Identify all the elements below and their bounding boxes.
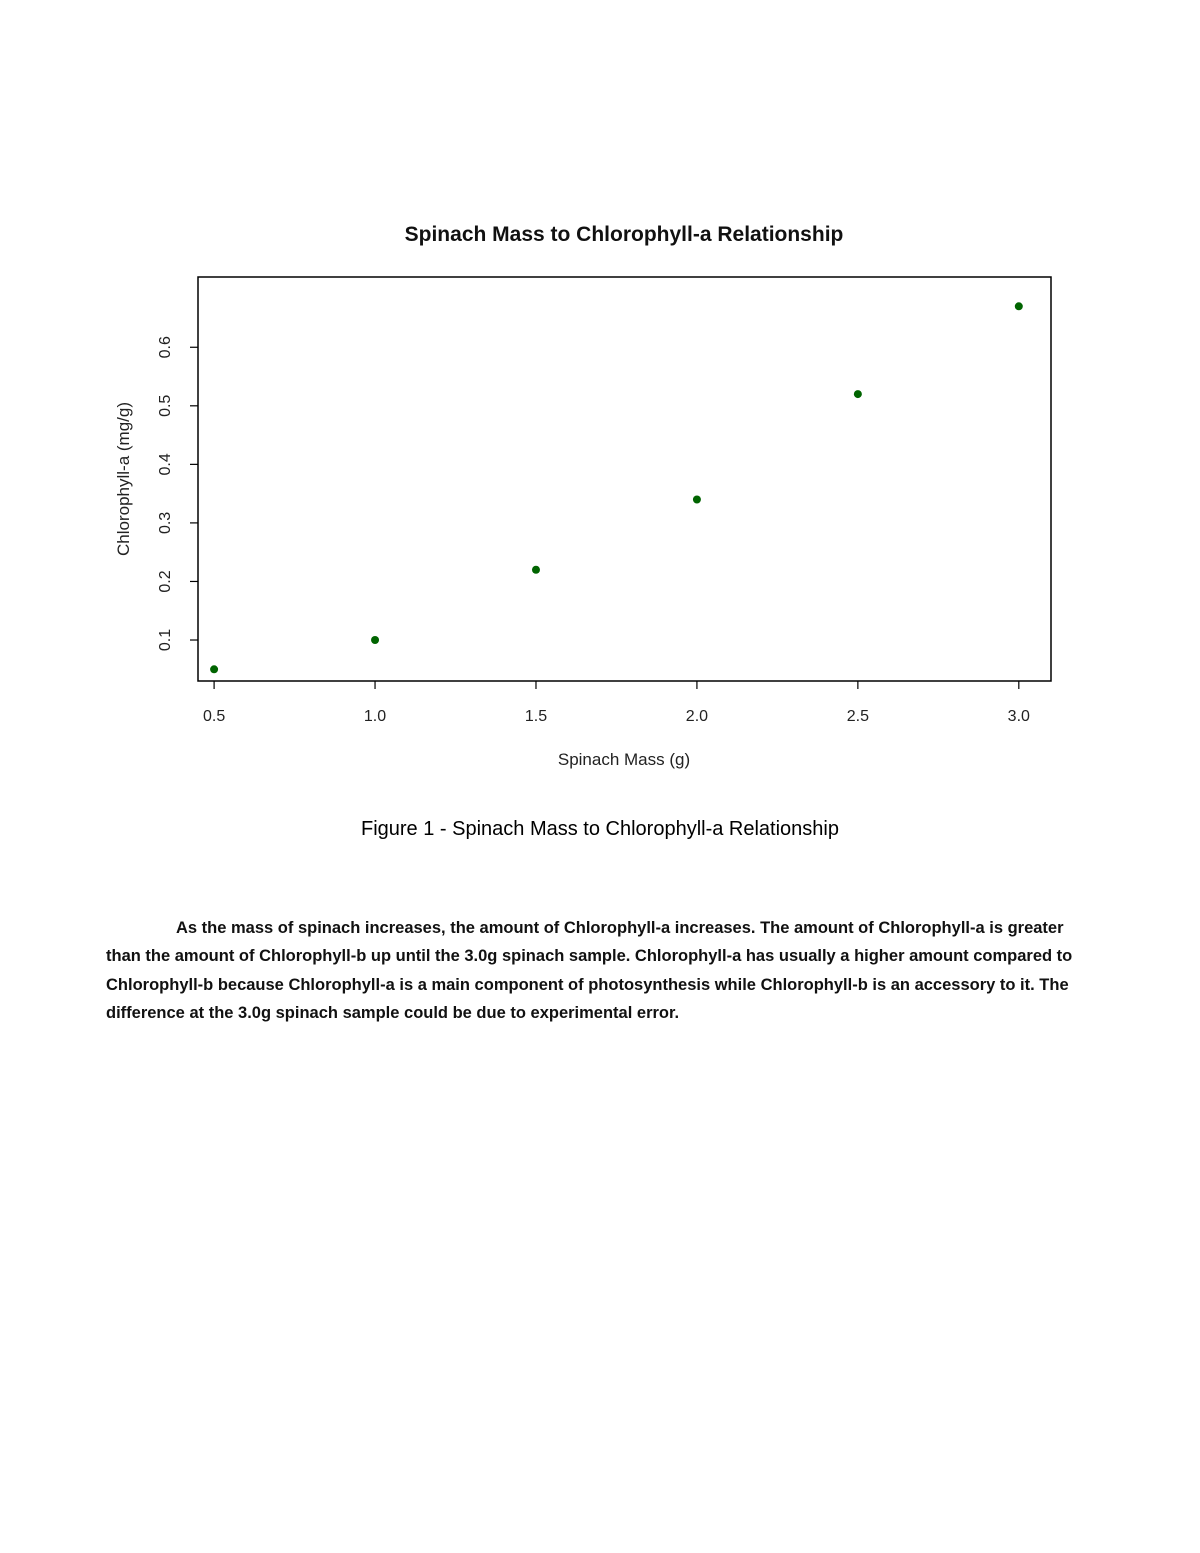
y-tick-label: 0.1	[157, 628, 174, 652]
y-tick-label: 0.2	[157, 570, 174, 593]
x-tick-label: 2.5	[846, 708, 869, 725]
y-tick-label: 0.6	[157, 336, 174, 359]
x-tick-label: 2.0	[685, 708, 709, 725]
data-point	[854, 390, 862, 398]
data-point	[693, 495, 701, 503]
y-tick-label: 0.3	[157, 511, 174, 535]
data-point	[1015, 302, 1023, 310]
data-point	[532, 566, 540, 574]
body-paragraph: As the mass of spinach increases, the amount of Chlorophyll-a increases. The amount of Chlorophyll-a is greater than the amount of Chlorophyll-b up until the 3.0g spinach sample. Chlorophyll-a has usually a higher amount compared to Chlorophyll-b because Chlorophyll-a is a main component of photosynthesis while Chlorophyll-b is an accessory to it. The difference at the 3.0g spinach sample could be due to experimental error.	[106, 919, 1073, 1023]
x-tick-label: 1.0	[363, 708, 387, 725]
x-axis-label: Spinach Mass (g)	[557, 750, 691, 769]
y-tick-label: 0.4	[157, 453, 174, 476]
y-axis-label: Chlorophyll-a (mg/g)	[114, 402, 133, 556]
x-tick-label: 1.5	[524, 708, 548, 725]
chart-title: Spinach Mass to Chlorophyll-a Relationship	[404, 223, 844, 246]
data-points	[210, 302, 1023, 673]
data-point	[371, 636, 379, 644]
x-tick-label: 3.0	[1007, 708, 1030, 725]
data-point	[210, 665, 218, 673]
figure-caption: Figure 1 - Spinach Mass to Chlorophyll-a Relationship	[360, 818, 839, 840]
y-tick-label: 0.5	[157, 394, 174, 417]
y-axis	[157, 336, 198, 651]
x-tick-label: 0.5	[202, 708, 226, 725]
x-axis	[203, 681, 1030, 725]
plot-frame	[198, 277, 1051, 681]
